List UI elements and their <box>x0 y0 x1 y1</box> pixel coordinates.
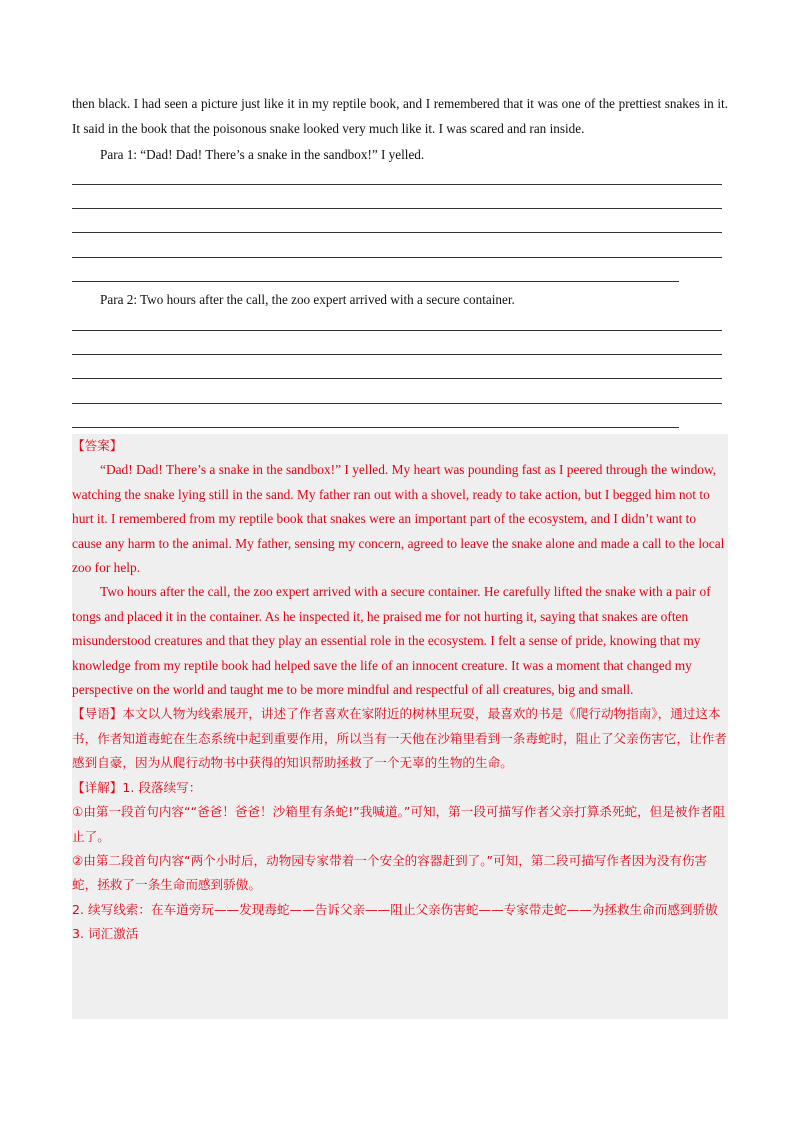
detail-item-2: ②由第二段首句内容“两个小时后，动物园专家带着一个安全的容器赶到了。”可知，第二段可描写作者因为没有伤害蛇，拯救了一条生命而感到骄傲。 <box>72 852 708 893</box>
writing-line <box>72 354 722 355</box>
writing-line <box>72 232 722 233</box>
writing-line <box>72 378 722 379</box>
answer-paragraph-2: Two hours after the call, the zoo expert arrived with a secure container. He carefully lifted the snake with a pair of tongs and placed it in the container. As he inspected it, he praised me for not hurting it, saying that snakes are often misunderstood creatures and that they play an essential role in the ecosystem. I felt a sense of pride, knowing that my knowledge from my reptile book had helped save the life of an innocent creature. It was a moment that changed my perspective on the world and taught me to be more mindful and respectful of all creatures, big and small. <box>72 584 711 698</box>
answer-label: 【答案】 <box>72 438 123 453</box>
writing-line <box>72 184 722 185</box>
para1-prompt: Para 1: “Dad! Dad! There’s a snake in the sandbox!” I yelled. <box>100 147 425 162</box>
writing-line <box>72 427 679 428</box>
guide-text: 【导语】本文以人物为线索展开，讲述了作者喜欢在家附近的树林里玩耍，最喜欢的书是《爬行动物指南》，通过这本书，作者知道毒蛇在生态系统中起到重要作用，所以当有一天他在沙箱里看到一条毒蛇时，阻止了父亲伤害它，让作者感到自豪，因为从爬行动物书中获得的知识帮助拯救了一个无辜的生物的生命。 <box>72 706 727 771</box>
writing-line <box>72 330 722 331</box>
detail-clue: 2. 续写线索：在车道旁玩——发现毒蛇——告诉父亲——阻止父亲伤害蛇——专家带走蛇——为拯救生命而感到骄傲 <box>72 901 718 917</box>
passage-excerpt <box>72 92 728 141</box>
writing-line <box>72 281 679 282</box>
answer-paragraph-1: “Dad! Dad! There’s a snake in the sandbox!” I yelled. My heart was pounding fast as I peered through the window, watching the snake lying still in the sand. My father ran out with a shovel, ready to take action, but I begged him not to hurt it. I remembered from my reptile book that snakes were an important part of the ecosystem, and I didn’t want to cause any harm to the animal. My father, sensing my concern, agreed to leave the snake alone and made a call to the local zoo for help. <box>72 462 725 576</box>
detail-vocab: 3. 词汇激活 <box>72 926 139 942</box>
writing-line <box>72 208 722 209</box>
detail-label: 【详解】1. 段落续写： <box>72 779 202 795</box>
detail-item-1: ①由第一段首句内容““爸爸！爸爸！沙箱里有条蛇!”我喊道。”可知，第一段可描写作者父亲打算杀死蛇，但是被作者阻止了。 <box>72 804 726 844</box>
para2-prompt: Para 2: Two hours after the call, the zoo expert arrived with a secure container. <box>100 292 515 307</box>
passage-text: then black. I had seen a picture just like it in my reptile book, and I remembered that it was one of the prettiest snakes in it. It said in the book that the poisonous snake looked very much like it. I was scared and ran inside. <box>72 96 728 136</box>
answer-section <box>72 434 728 1019</box>
writing-line <box>72 403 722 404</box>
writing-line <box>72 257 722 258</box>
